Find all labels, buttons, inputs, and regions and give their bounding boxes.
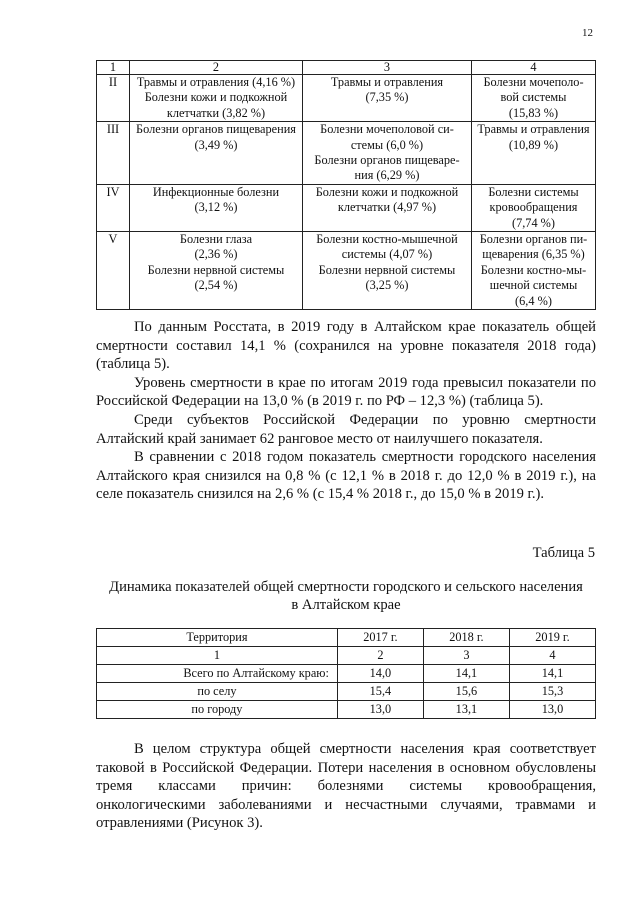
table-cell: Болезни органов пищеварения (3,49 %): [130, 122, 303, 185]
value-cell: 13,0: [509, 701, 595, 719]
causes-of-death-table: [96, 60, 596, 310]
table-cell: Болезни костно-мышечной системы (4,07 %) Болезни нервной системы (3,25 %): [303, 232, 472, 310]
territory-cell: по городу: [97, 701, 338, 719]
table-row: [97, 75, 596, 122]
table-cell: Травмы и отравления (7,35 %): [303, 75, 472, 122]
table-row: [97, 665, 596, 683]
value-cell: 13,1: [423, 701, 509, 719]
table-cell: Болезни глаза (2,36 %) Болезни нервной системы (2,54 %): [130, 232, 303, 310]
paragraph: Уровень смертности в крае по итогам 2019 года превысил показатели по Российской Федерации на 13,0 % (в 2019 г. по РФ – 12,3 %) (таблица 5).: [96, 374, 596, 410]
header-cell: 2: [130, 61, 303, 75]
table-cell: Болезни органов пи- щеварения (6,35 %) Болезни костно-мы- шечной системы (6,4 %): [472, 232, 596, 310]
table-cell: Болезни мочеполовой си- стемы (6,0 %) Болезни органов пищеваре- ния (6,29 %): [303, 122, 472, 185]
value-cell: 14,1: [509, 665, 595, 683]
table-cell: Инфекционные болезни (3,12 %): [130, 184, 303, 231]
value-cell: 13,0: [337, 701, 423, 719]
paragraph: В сравнении с 2018 годом показатель смертности городского населения Алтайского края снизился на 0,8 % (с 12,1 % в 2018 г. до 12,0 % в 2019 г.), на селе показатель снизился на 2,6 % (с 15,4 % 2018 г., до 15,0 % в 2019 г.).: [96, 449, 596, 503]
table-cell: Болезни мочеполо- вой системы (15,83 %): [472, 75, 596, 122]
rank-cell: V: [97, 232, 130, 310]
rank-cell: II: [97, 75, 130, 122]
table-number-row: [97, 647, 596, 665]
table-cell: Травмы и отравления (4,16 %) Болезни кожи и подкожной клетчатки (3,82 %): [130, 75, 303, 122]
header-cell: 2019 г.: [509, 629, 595, 647]
rank-cell: IV: [97, 184, 130, 231]
header-cell: 3: [303, 61, 472, 75]
body-text-block-2: [96, 740, 596, 833]
value-cell: 14,1: [423, 665, 509, 683]
header-cell: 2018 г.: [423, 629, 509, 647]
body-text-block-1: [96, 318, 596, 504]
table-title-line: в Алтайском крае: [291, 596, 401, 613]
table-label: Таблица 5: [532, 545, 595, 561]
table-row: [97, 184, 596, 231]
table-header-row: [97, 61, 596, 75]
header-cell: 1: [97, 61, 130, 75]
table-title-line: Динамика показателей общей смертности городского и сельского населения: [109, 579, 583, 595]
header-cell: 2017 г.: [337, 629, 423, 647]
table-cell: Болезни системы кровообращения (7,74 %): [472, 184, 596, 231]
table-row: [97, 701, 596, 719]
value-cell: 15,6: [423, 683, 509, 701]
table-cell: Травмы и отравления (10,89 %): [472, 122, 596, 185]
number-cell: 1: [97, 647, 338, 665]
rank-cell: III: [97, 122, 130, 185]
table-header-row: [97, 629, 596, 647]
table-row: [97, 232, 596, 310]
header-cell: Территория: [97, 629, 338, 647]
header-cell: 4: [472, 61, 596, 75]
table-title: [96, 579, 596, 614]
mortality-table: [96, 628, 596, 719]
page-number: 12: [582, 27, 593, 39]
table-row: [97, 683, 596, 701]
territory-cell: Всего по Алтайскому краю:: [97, 665, 338, 683]
paragraph: Среди субъектов Российской Федерации по уровню смертности Алтайский край занимает 62 ранговое место от наилучшего показателя.: [96, 411, 596, 447]
value-cell: 14,0: [337, 665, 423, 683]
table-row: [97, 122, 596, 185]
table-cell: Болезни кожи и подкожной клетчатки (4,97 %): [303, 184, 472, 231]
value-cell: 15,3: [509, 683, 595, 701]
number-cell: 4: [509, 647, 595, 665]
paragraph: В целом структура общей смертности населения края соответствует таковой в Российской Федерации. Потери населения в основном обусловлены тремя классами причин: болезнями системы кровообращения, онкологическими заболеваниями и несчастными случаями, травмами и отравлениями (Рисунок 3).: [96, 741, 596, 832]
number-cell: 3: [423, 647, 509, 665]
paragraph: По данным Росстата, в 2019 году в Алтайском крае показатель общей смертности составил 14,1 % (сохранился на уровне показателя 2018 года) (таблица 5).: [96, 319, 596, 373]
value-cell: 15,4: [337, 683, 423, 701]
territory-cell: по селу: [97, 683, 338, 701]
number-cell: 2: [337, 647, 423, 665]
